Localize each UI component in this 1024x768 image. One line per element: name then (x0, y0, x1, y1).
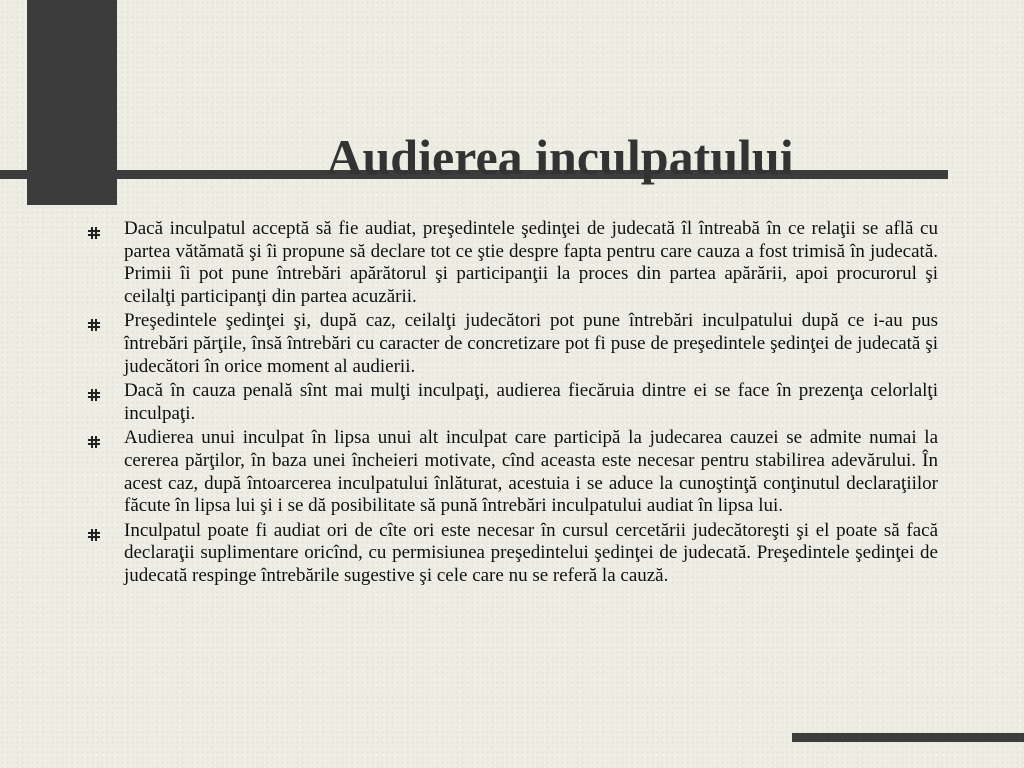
bullet-text: Preşedintele şedinţei şi, după caz, ceilalţi judecători pot pune întrebări inculpatului după ce i-au pus întrebări părţile, însă întrebări cu caracter de concretizare pot fi puse de preşedintele şedinţei de judecată şi judecători în orice moment al audierii. (124, 310, 938, 377)
bullet-item (88, 218, 938, 308)
bullet-item (88, 310, 938, 378)
hash-bullet-icon (88, 318, 100, 330)
slide-title: Audierea inculpatului (326, 128, 794, 185)
bullet-item (88, 427, 938, 517)
bottom-right-rule (792, 733, 1024, 742)
bullet-text: Dacă în cauza penală sînt mai mulţi inculpaţi, audierea fiecăruia dintre ei se face în prezenţa celorlalţi inculpaţi. (124, 380, 938, 424)
bullet-item (88, 520, 938, 588)
bullet-item (88, 380, 938, 425)
bullet-list (88, 218, 938, 588)
bullet-text: Dacă inculpatul acceptă să fie audiat, preşedintele şedinţei de judecată îl întreabă în ce relaţii se află cu partea vătămată şi îi propune să declare tot ce ştie despre fapta pentru care cauza a fost trimisă în judecată. Primii îi pot pune întrebări apărătorul şi participanţii la proces din partea apărării, apoi procurorul şi ceilalţi participanţi din partea acuzării. (124, 218, 938, 307)
bullet-text: Inculpatul poate fi audiat ori de cîte ori este necesar în cursul cercetării judecătoreşti şi el poate să facă declaraţii suplimentare oricînd, cu permisiunea preşedintelui şedinţei de judecată. Preşedintele şedinţei de judecată respinge întrebările sugestive şi cele care nu se referă la cauză. (124, 519, 938, 586)
hash-bullet-icon (88, 388, 100, 400)
hash-bullet-icon (88, 528, 100, 540)
slide-content (88, 218, 938, 590)
hash-bullet-icon (88, 435, 100, 447)
bullet-text: Audierea unui inculpat în lipsa unui alt inculpat care participă la judecarea cauzei se admite numai la cererea părţilor, în baza unei încheieri motivate, cînd aceasta este necesar pentru stabilirea adevărului. În acest caz, după întoarcerea inculpatului înlăturat, acestuia i se aduce la cunoştinţă conţinutul declaraţiilor făcute în lipsa lui şi i se dă posibilitate să pună întrebări inculpatului audiat în lipsa lui. (124, 427, 938, 517)
hash-bullet-icon (88, 226, 100, 238)
